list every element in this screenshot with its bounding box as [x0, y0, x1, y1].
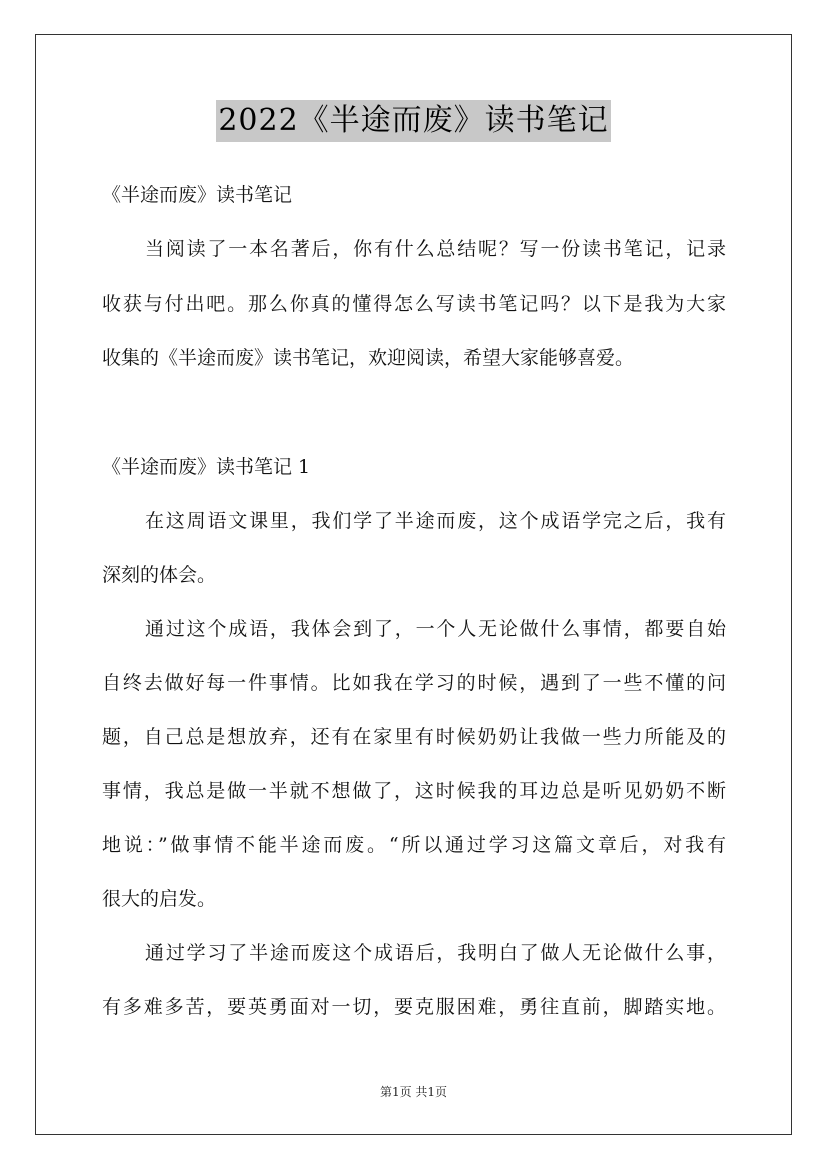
title-container [0, 100, 827, 142]
section1-para2-line-4: 事情，我总是做一半就不想做了，这时候我的耳边总是听见奶奶不断 [102, 780, 726, 802]
section1-para2-line-3: 题，自己总是想放弃，还有在家里有时候奶奶让我做一些力所能及的 [102, 726, 726, 748]
section1-heading: 《半途而废》读书笔记 1 [102, 456, 311, 478]
section1-para1-line-2: 深刻的体会。 [102, 564, 217, 586]
intro-line-3: 收集的《半途而废》读书笔记，欢迎阅读，希望大家能够喜爱。 [102, 347, 635, 369]
subtitle: 《半途而废》读书笔记 [102, 184, 293, 206]
intro-line-1: 当阅读了一本名著后，你有什么总结呢？写一份读书笔记，记录 [145, 238, 726, 260]
section1-para2-line-1: 通过这个成语，我体会到了，一个人无论做什么事情，都要自始 [145, 618, 726, 640]
section1-para2-line-2: 自终去做好每一件事情。比如我在学习的时候，遇到了一些不懂的问 [102, 672, 726, 694]
page-footer: 第1页 共1页 [379, 1085, 448, 1099]
section1-para2-line-5: 地说：”做事情不能半途而废。“所以通过学习这篇文章后，对我有 [102, 834, 726, 856]
section1-para2-line-6: 很大的启发。 [102, 888, 217, 910]
section1-para3-line-1: 通过学习了半途而废这个成语后，我明白了做人无论做什么事， [145, 942, 726, 964]
section1-para3-line-2: 有多难多苦，要英勇面对一切，要克服困难，勇往直前，脚踏实地。 [102, 996, 726, 1018]
document-title: 2022《半途而废》读书笔记 [216, 100, 610, 142]
section1-para1-line-1: 在这周语文课里，我们学了半途而废，这个成语学完之后，我有 [145, 510, 726, 532]
intro-line-2: 收获与付出吧。那么你真的懂得怎么写读书笔记吗？以下是我为大家 [102, 293, 726, 315]
